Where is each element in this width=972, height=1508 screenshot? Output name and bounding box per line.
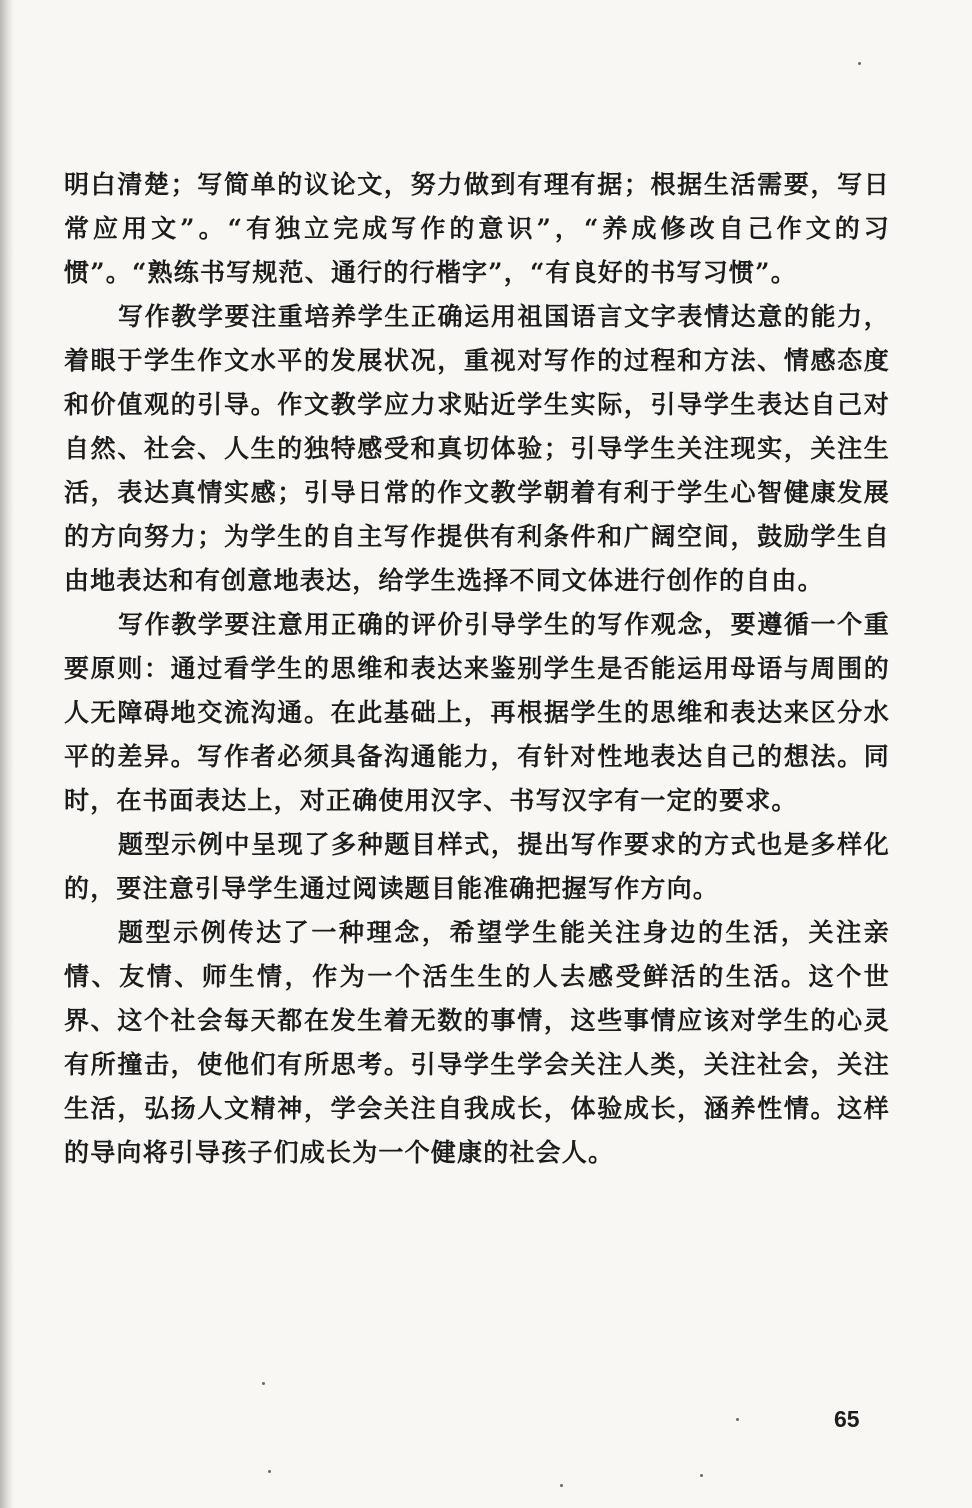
scan-speck — [700, 1474, 703, 1477]
paragraph-continued: 明白清楚；写简单的议论文，努力做到有理有据；根据生活需要，写日常应用文”。“有独立完成写作的意识”，“养成修改自己作文的习惯”。“熟练书写规范、通行的行楷字”，“有良好的书写习惯”。 — [64, 170, 890, 287]
scan-speck — [268, 1470, 271, 1473]
body-text — [64, 163, 890, 1175]
scan-speck — [560, 1484, 563, 1487]
paragraph: 写作教学要注意用正确的评价引导学生的写作观念，要遵循一个重要原则：通过看学生的思维和表达来鉴别学生是否能运用母语与周围的人无障碍地交流沟通。在此基础上，再根据学生的思维和表达来区分水平的差异。写作者必须具备沟通能力，有针对性地表达自己的想法。同时，在书面表达上，对正确使用汉字、书写汉字有一定的要求。 — [64, 610, 890, 815]
spine-shadow — [0, 0, 14, 1508]
scan-speck — [736, 1418, 739, 1421]
paragraph: 题型示例中呈现了多种题目样式，提出写作要求的方式也是多样化的，要注意引导学生通过阅读题目能准确把握写作方向。 — [64, 830, 890, 903]
scan-speck — [262, 1382, 265, 1385]
paragraph: 题型示例传达了一种理念，希望学生能关注身边的生活，关注亲情、友情、师生情，作为一个活生生的人去感受鲜活的生活。这个世界、这个社会每天都在发生着无数的事情，这些事情应该对学生的心灵有所撞击，使他们有所思考。引导学生学会关注人类，关注社会，关注生活，弘扬人文精神，学会关注自我成长，体验成长，涵养性情。这样的导向将引导孩子们成长为一个健康的社会人。 — [64, 918, 890, 1167]
page-number: 65 — [834, 1406, 860, 1432]
paragraph: 写作教学要注重培养学生正确运用祖国语言文字表情达意的能力，着眼于学生作文水平的发展状况，重视对写作的过程和方法、情感态度和价值观的引导。作文教学应力求贴近学生实际，引导学生表达自己对自然、社会、人生的独特感受和真切体验；引导学生关注现实，关注生活，表达真情实感；引导日常的作文教学朝着有利于学生心智健康发展的方向努力；为学生的自主写作提供有利条件和广阔空间，鼓励学生自由地表达和有创意地表达，给学生选择不同文体进行创作的自由。 — [64, 302, 890, 595]
scan-speck — [858, 62, 861, 65]
